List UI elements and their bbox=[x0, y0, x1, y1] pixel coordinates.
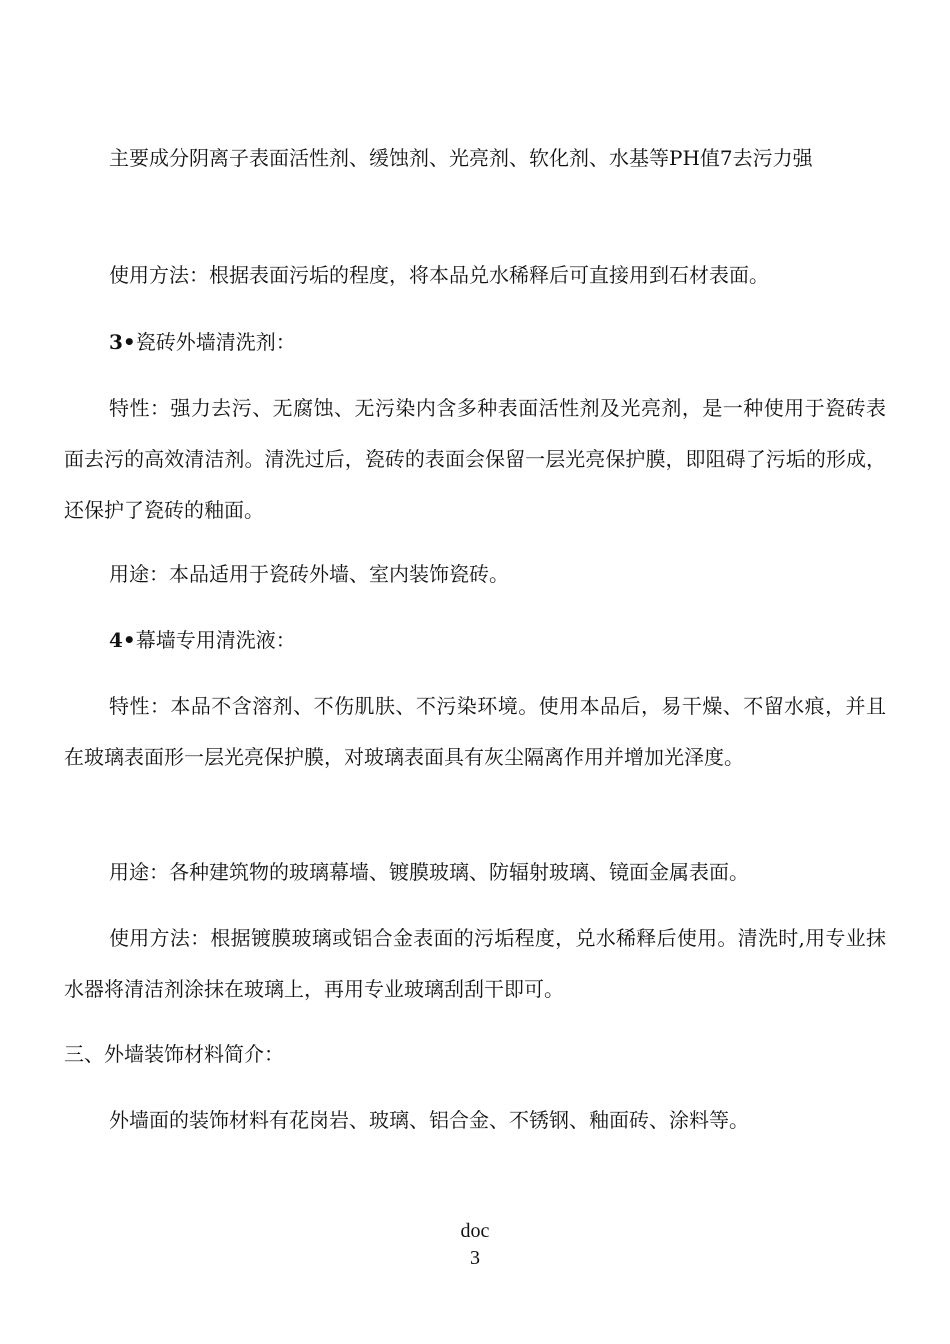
section-heading-exterior-materials: 三、外墙装饰材料简介： bbox=[64, 1042, 284, 1066]
paragraph-curtain-wall-usage: 用途：各种建筑物的玻璃幕墙、镀膜玻璃、防辐射玻璃、镜面金属表面。 bbox=[109, 860, 749, 884]
heading-number: 3• bbox=[109, 330, 136, 354]
heading-text: 幕墙专用清洗液： bbox=[135, 628, 296, 652]
heading-text: 瓷砖外墙清洗剂： bbox=[135, 330, 296, 354]
page-footer bbox=[0, 1218, 950, 1272]
paragraph-tile-usage: 用途：本品适用于瓷砖外墙、室内装饰瓷砖。 bbox=[109, 562, 509, 586]
footer-label: doc bbox=[460, 1220, 490, 1242]
heading-number: 4• bbox=[109, 628, 136, 652]
paragraph-usage-stone: 使用方法：根据表面污垢的程度，将本品兑水稀释后可直接用到石材表面。 bbox=[109, 263, 769, 287]
page-number: 3 bbox=[470, 1247, 480, 1269]
paragraph-ingredients: 主要成分阴离子表面活性剂、缓蚀剂、光亮剂、软化剂、水基等PH值7去污力强 bbox=[109, 146, 813, 170]
heading-tile-cleaner bbox=[64, 317, 886, 368]
paragraph-curtain-wall-features: 特性：本品不含溶剂、不伤肌肤、不污染环境。使用本品后，易干燥、不留水痕，并且在玻璃表面形一层光亮保护膜，对玻璃表面具有灰尘隔离作用并增加光泽度。 bbox=[64, 694, 886, 769]
paragraph-tile-features: 特性：强力去污、无腐蚀、无污染内含多种表面活性剂及光亮剂，是一种使用于瓷砖表面去污的高效清洁剂。清洗过后，瓷砖的表面会保留一层光亮保护膜，即阻碍了污垢的形成，还保护了瓷砖的釉面。 bbox=[64, 396, 886, 522]
paragraph-exterior-materials: 外墙面的装饰材料有花岗岩、玻璃、铝合金、不锈钢、釉面砖、涂料等。 bbox=[109, 1108, 749, 1132]
heading-curtain-wall-cleaner bbox=[64, 615, 886, 666]
paragraph-curtain-wall-method: 使用方法：根据镀膜玻璃或铝合金表面的污垢程度，兑水稀释后使用。清洗时,用专业抹水器将清洁剂涂抹在玻璃上，再用专业玻璃刮刮干即可。 bbox=[64, 926, 886, 1001]
